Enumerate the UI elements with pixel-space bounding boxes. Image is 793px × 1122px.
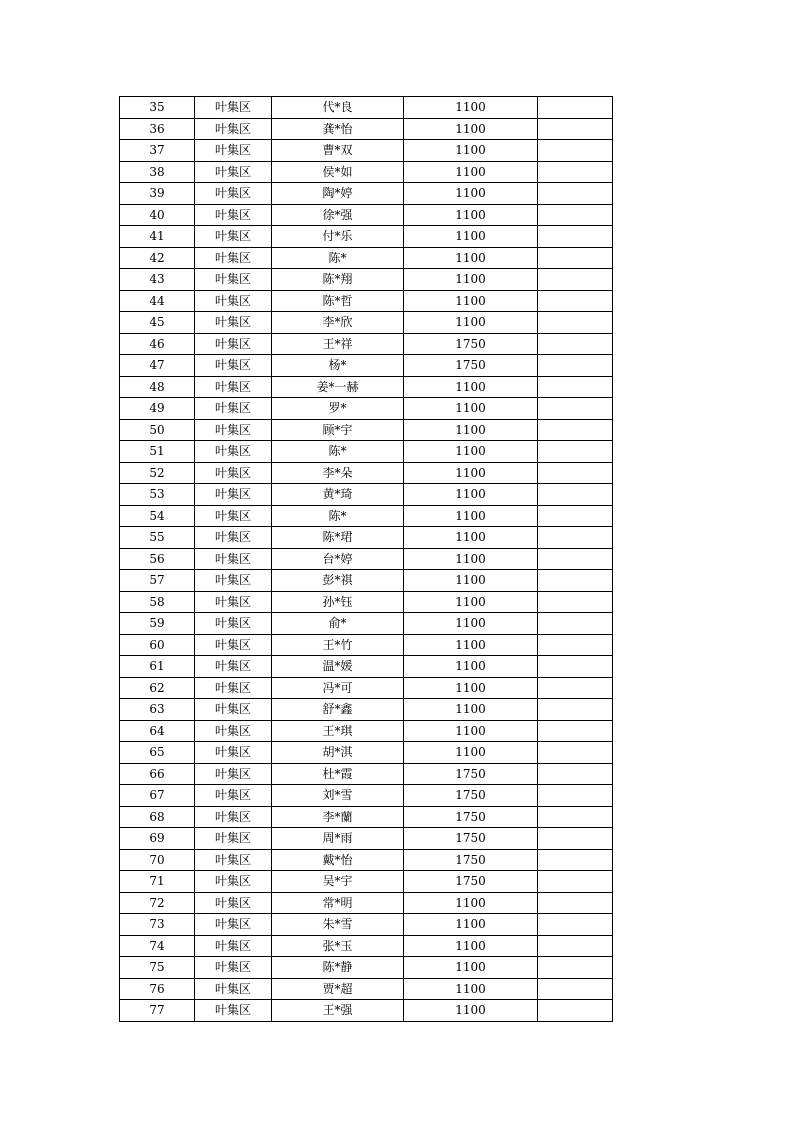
district-cell: 叶集区 (195, 656, 272, 678)
name-cell: 台*婷 (272, 548, 404, 570)
district-cell: 叶集区 (195, 634, 272, 656)
note-cell (538, 613, 613, 635)
district-cell: 叶集区 (195, 699, 272, 721)
row-number-cell: 48 (120, 376, 195, 398)
table-row (120, 849, 613, 871)
note-cell (538, 419, 613, 441)
table-row (120, 871, 613, 893)
name-cell: 徐*强 (272, 204, 404, 226)
name-cell: 陈* (272, 441, 404, 463)
note-cell (538, 935, 613, 957)
row-number-cell: 60 (120, 634, 195, 656)
table-row (120, 677, 613, 699)
district-cell: 叶集区 (195, 312, 272, 334)
district-cell: 叶集区 (195, 226, 272, 248)
name-cell: 俞* (272, 613, 404, 635)
district-cell: 叶集区 (195, 548, 272, 570)
name-cell: 侯*如 (272, 161, 404, 183)
note-cell (538, 118, 613, 140)
note-cell (538, 333, 613, 355)
table-row (120, 806, 613, 828)
table-row (120, 118, 613, 140)
row-number-cell: 61 (120, 656, 195, 678)
district-cell: 叶集区 (195, 505, 272, 527)
note-cell (538, 462, 613, 484)
table-row (120, 462, 613, 484)
table-row (120, 914, 613, 936)
name-cell: 李*朵 (272, 462, 404, 484)
table-row (120, 570, 613, 592)
amount-cell: 1750 (404, 763, 538, 785)
table-row (120, 957, 613, 979)
amount-cell: 1100 (404, 140, 538, 162)
amount-cell: 1750 (404, 849, 538, 871)
note-cell (538, 204, 613, 226)
table-row (120, 419, 613, 441)
table-row (120, 548, 613, 570)
row-number-cell: 70 (120, 849, 195, 871)
note-cell (538, 355, 613, 377)
table-body (120, 97, 613, 1022)
district-cell: 叶集区 (195, 742, 272, 764)
row-number-cell: 50 (120, 419, 195, 441)
row-number-cell: 71 (120, 871, 195, 893)
row-number-cell: 51 (120, 441, 195, 463)
amount-cell: 1750 (404, 806, 538, 828)
row-number-cell: 36 (120, 118, 195, 140)
note-cell (538, 892, 613, 914)
table-row (120, 828, 613, 850)
note-cell (538, 548, 613, 570)
amount-cell: 1100 (404, 118, 538, 140)
district-cell: 叶集区 (195, 97, 272, 119)
district-cell: 叶集区 (195, 914, 272, 936)
table-row (120, 312, 613, 334)
amount-cell: 1100 (404, 97, 538, 119)
name-cell: 王*祥 (272, 333, 404, 355)
amount-cell: 1100 (404, 226, 538, 248)
row-number-cell: 35 (120, 97, 195, 119)
table-row (120, 1000, 613, 1022)
note-cell (538, 527, 613, 549)
district-cell: 叶集区 (195, 978, 272, 1000)
district-cell: 叶集区 (195, 140, 272, 162)
district-cell: 叶集区 (195, 161, 272, 183)
amount-cell: 1100 (404, 720, 538, 742)
district-cell: 叶集区 (195, 118, 272, 140)
name-cell: 陈* (272, 505, 404, 527)
note-cell (538, 677, 613, 699)
amount-cell: 1100 (404, 677, 538, 699)
district-cell: 叶集区 (195, 613, 272, 635)
note-cell (538, 591, 613, 613)
amount-cell: 1100 (404, 613, 538, 635)
note-cell (538, 763, 613, 785)
amount-cell: 1100 (404, 183, 538, 205)
note-cell (538, 1000, 613, 1022)
amount-cell: 1750 (404, 828, 538, 850)
name-cell: 龚*怡 (272, 118, 404, 140)
name-cell: 孙*钰 (272, 591, 404, 613)
district-cell: 叶集区 (195, 290, 272, 312)
name-cell: 黄*琦 (272, 484, 404, 506)
note-cell (538, 97, 613, 119)
district-cell: 叶集区 (195, 441, 272, 463)
district-cell: 叶集区 (195, 355, 272, 377)
amount-cell: 1100 (404, 548, 538, 570)
data-table (119, 96, 613, 1022)
name-cell: 朱*雪 (272, 914, 404, 936)
amount-cell: 1100 (404, 247, 538, 269)
row-number-cell: 66 (120, 763, 195, 785)
name-cell: 陈*哲 (272, 290, 404, 312)
note-cell (538, 699, 613, 721)
name-cell: 王*琪 (272, 720, 404, 742)
amount-cell: 1100 (404, 1000, 538, 1022)
table-row (120, 935, 613, 957)
name-cell: 杜*霞 (272, 763, 404, 785)
row-number-cell: 56 (120, 548, 195, 570)
table-row (120, 183, 613, 205)
note-cell (538, 742, 613, 764)
row-number-cell: 67 (120, 785, 195, 807)
row-number-cell: 62 (120, 677, 195, 699)
note-cell (538, 226, 613, 248)
amount-cell: 1750 (404, 333, 538, 355)
district-cell: 叶集区 (195, 871, 272, 893)
amount-cell: 1750 (404, 785, 538, 807)
row-number-cell: 53 (120, 484, 195, 506)
row-number-cell: 38 (120, 161, 195, 183)
name-cell: 胡*淇 (272, 742, 404, 764)
table-row (120, 140, 613, 162)
table-row (120, 376, 613, 398)
amount-cell: 1100 (404, 505, 538, 527)
note-cell (538, 290, 613, 312)
district-cell: 叶集区 (195, 785, 272, 807)
amount-cell: 1100 (404, 290, 538, 312)
note-cell (538, 312, 613, 334)
amount-cell: 1100 (404, 312, 538, 334)
amount-cell: 1100 (404, 892, 538, 914)
table-row (120, 290, 613, 312)
note-cell (538, 570, 613, 592)
table-row (120, 161, 613, 183)
row-number-cell: 55 (120, 527, 195, 549)
note-cell (538, 441, 613, 463)
note-cell (538, 849, 613, 871)
note-cell (538, 806, 613, 828)
district-cell: 叶集区 (195, 892, 272, 914)
table-row (120, 978, 613, 1000)
district-cell: 叶集区 (195, 720, 272, 742)
note-cell (538, 376, 613, 398)
district-cell: 叶集区 (195, 527, 272, 549)
row-number-cell: 52 (120, 462, 195, 484)
name-cell: 陈*珺 (272, 527, 404, 549)
name-cell: 冯*可 (272, 677, 404, 699)
note-cell (538, 914, 613, 936)
amount-cell: 1750 (404, 355, 538, 377)
amount-cell: 1100 (404, 914, 538, 936)
table-row (120, 333, 613, 355)
note-cell (538, 634, 613, 656)
name-cell: 罗* (272, 398, 404, 420)
table-row (120, 656, 613, 678)
note-cell (538, 720, 613, 742)
district-cell: 叶集区 (195, 484, 272, 506)
name-cell: 陶*婷 (272, 183, 404, 205)
table-row (120, 505, 613, 527)
row-number-cell: 54 (120, 505, 195, 527)
table-row (120, 269, 613, 291)
name-cell: 舒*鑫 (272, 699, 404, 721)
row-number-cell: 63 (120, 699, 195, 721)
table-row (120, 785, 613, 807)
table-row (120, 720, 613, 742)
row-number-cell: 57 (120, 570, 195, 592)
name-cell: 张*玉 (272, 935, 404, 957)
row-number-cell: 46 (120, 333, 195, 355)
row-number-cell: 74 (120, 935, 195, 957)
note-cell (538, 978, 613, 1000)
district-cell: 叶集区 (195, 462, 272, 484)
table-row (120, 634, 613, 656)
district-cell: 叶集区 (195, 419, 272, 441)
table-row (120, 355, 613, 377)
district-cell: 叶集区 (195, 677, 272, 699)
row-number-cell: 64 (120, 720, 195, 742)
name-cell: 曹*双 (272, 140, 404, 162)
note-cell (538, 398, 613, 420)
amount-cell: 1100 (404, 699, 538, 721)
amount-cell: 1750 (404, 871, 538, 893)
amount-cell: 1100 (404, 204, 538, 226)
row-number-cell: 72 (120, 892, 195, 914)
table-row (120, 527, 613, 549)
table-row (120, 97, 613, 119)
row-number-cell: 44 (120, 290, 195, 312)
name-cell: 王*竹 (272, 634, 404, 656)
row-number-cell: 59 (120, 613, 195, 635)
name-cell: 刘*雪 (272, 785, 404, 807)
row-number-cell: 42 (120, 247, 195, 269)
row-number-cell: 40 (120, 204, 195, 226)
district-cell: 叶集区 (195, 806, 272, 828)
district-cell: 叶集区 (195, 935, 272, 957)
amount-cell: 1100 (404, 570, 538, 592)
district-cell: 叶集区 (195, 591, 272, 613)
row-number-cell: 49 (120, 398, 195, 420)
name-cell: 代*良 (272, 97, 404, 119)
amount-cell: 1100 (404, 161, 538, 183)
district-cell: 叶集区 (195, 183, 272, 205)
amount-cell: 1100 (404, 634, 538, 656)
amount-cell: 1100 (404, 484, 538, 506)
row-number-cell: 47 (120, 355, 195, 377)
table-row (120, 226, 613, 248)
amount-cell: 1100 (404, 656, 538, 678)
table-row (120, 398, 613, 420)
row-number-cell: 77 (120, 1000, 195, 1022)
table-row (120, 892, 613, 914)
table-row (120, 591, 613, 613)
row-number-cell: 76 (120, 978, 195, 1000)
district-cell: 叶集区 (195, 570, 272, 592)
amount-cell: 1100 (404, 591, 538, 613)
district-cell: 叶集区 (195, 957, 272, 979)
name-cell: 姜*一赫 (272, 376, 404, 398)
name-cell: 贾*超 (272, 978, 404, 1000)
row-number-cell: 37 (120, 140, 195, 162)
row-number-cell: 39 (120, 183, 195, 205)
row-number-cell: 58 (120, 591, 195, 613)
district-cell: 叶集区 (195, 849, 272, 871)
table-row (120, 742, 613, 764)
district-cell: 叶集区 (195, 333, 272, 355)
district-cell: 叶集区 (195, 269, 272, 291)
name-cell: 陈* (272, 247, 404, 269)
note-cell (538, 957, 613, 979)
note-cell (538, 183, 613, 205)
note-cell (538, 140, 613, 162)
district-cell: 叶集区 (195, 204, 272, 226)
table-row (120, 204, 613, 226)
note-cell (538, 484, 613, 506)
name-cell: 顾*宇 (272, 419, 404, 441)
row-number-cell: 75 (120, 957, 195, 979)
row-number-cell: 43 (120, 269, 195, 291)
row-number-cell: 68 (120, 806, 195, 828)
amount-cell: 1100 (404, 441, 538, 463)
name-cell: 彭*祺 (272, 570, 404, 592)
row-number-cell: 41 (120, 226, 195, 248)
note-cell (538, 871, 613, 893)
note-cell (538, 656, 613, 678)
row-number-cell: 73 (120, 914, 195, 936)
amount-cell: 1100 (404, 269, 538, 291)
amount-cell: 1100 (404, 462, 538, 484)
name-cell: 戴*怡 (272, 849, 404, 871)
name-cell: 常*明 (272, 892, 404, 914)
name-cell: 李*欣 (272, 312, 404, 334)
amount-cell: 1100 (404, 398, 538, 420)
note-cell (538, 269, 613, 291)
row-number-cell: 65 (120, 742, 195, 764)
amount-cell: 1100 (404, 978, 538, 1000)
name-cell: 周*雨 (272, 828, 404, 850)
table-row (120, 613, 613, 635)
table-row (120, 484, 613, 506)
name-cell: 吴*宇 (272, 871, 404, 893)
name-cell: 李*蘭 (272, 806, 404, 828)
name-cell: 王*强 (272, 1000, 404, 1022)
name-cell: 付*乐 (272, 226, 404, 248)
note-cell (538, 785, 613, 807)
amount-cell: 1100 (404, 957, 538, 979)
amount-cell: 1100 (404, 935, 538, 957)
amount-cell: 1100 (404, 419, 538, 441)
amount-cell: 1100 (404, 527, 538, 549)
name-cell: 温*媛 (272, 656, 404, 678)
row-number-cell: 45 (120, 312, 195, 334)
note-cell (538, 161, 613, 183)
table-row (120, 247, 613, 269)
note-cell (538, 505, 613, 527)
district-cell: 叶集区 (195, 828, 272, 850)
table-row (120, 699, 613, 721)
name-cell: 陈*翔 (272, 269, 404, 291)
note-cell (538, 828, 613, 850)
district-cell: 叶集区 (195, 1000, 272, 1022)
name-cell: 陈*静 (272, 957, 404, 979)
name-cell: 杨* (272, 355, 404, 377)
table-row (120, 441, 613, 463)
district-cell: 叶集区 (195, 376, 272, 398)
district-cell: 叶集区 (195, 763, 272, 785)
row-number-cell: 69 (120, 828, 195, 850)
note-cell (538, 247, 613, 269)
district-cell: 叶集区 (195, 247, 272, 269)
amount-cell: 1100 (404, 742, 538, 764)
table-row (120, 763, 613, 785)
district-cell: 叶集区 (195, 398, 272, 420)
amount-cell: 1100 (404, 376, 538, 398)
